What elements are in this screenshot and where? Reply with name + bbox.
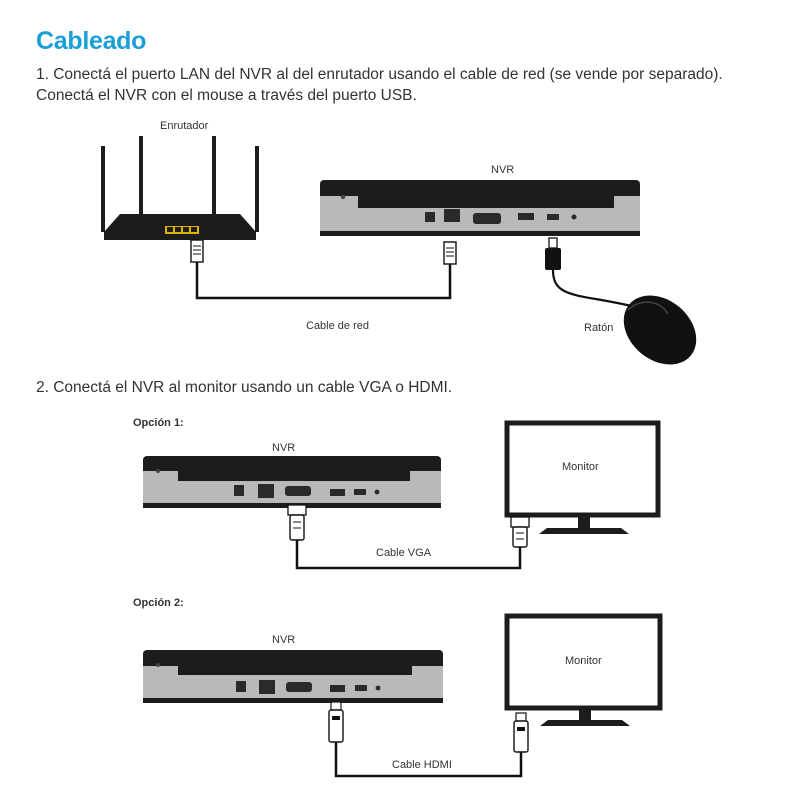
monitor-option-1-label: Monitor — [562, 461, 599, 473]
router-icon — [101, 136, 259, 240]
network-cable-label: Cable de red — [306, 320, 369, 332]
step-2-line-1: 2. Conectá el NVR al monitor usando un cable VGA o HDMI. — [36, 379, 453, 396]
option-1-nvr-label: NVR — [272, 442, 296, 454]
hdmi-cable-label: Cable HDMI — [392, 759, 452, 771]
network-cable — [197, 262, 450, 298]
nvr-option-2-device — [143, 650, 443, 703]
hdmi-plug-nvr-icon — [329, 702, 343, 742]
step-1-line-1: 1. Conectá el puerto LAN del NVR al del enrutador usando el cable de red (se vende por separado). — [36, 66, 723, 83]
rj45-plug-nvr-icon — [444, 242, 456, 264]
option-2-nvr-label: NVR — [272, 634, 296, 646]
usb-plug-icon — [545, 238, 561, 270]
option-2-heading: Opción 2: — [133, 597, 184, 609]
nvr-top-device — [320, 180, 640, 236]
page-title: Cableado — [36, 27, 147, 55]
nvr-top-label: NVR — [491, 164, 515, 176]
mouse-label: Ratón — [584, 322, 614, 334]
option-1-heading: Opción 1: — [133, 417, 184, 429]
monitor-option-1-icon — [507, 423, 658, 534]
mouse-icon — [610, 281, 710, 378]
step-1-line-2: Conectá el NVR con el mouse a través del puerto USB. — [36, 87, 417, 104]
vga-plug-nvr-icon — [288, 505, 306, 540]
vga-plug-monitor-icon — [511, 517, 529, 547]
monitor-option-2-label: Monitor — [565, 655, 602, 667]
router-label: Enrutador — [160, 120, 209, 132]
vga-cable-label: Cable VGA — [376, 547, 432, 559]
rj45-plug-router-icon — [191, 240, 203, 262]
monitor-option-2-icon — [507, 616, 660, 726]
hdmi-plug-monitor-icon — [514, 713, 528, 752]
nvr-option-1-device — [143, 456, 441, 508]
mouse-cable — [553, 270, 640, 308]
